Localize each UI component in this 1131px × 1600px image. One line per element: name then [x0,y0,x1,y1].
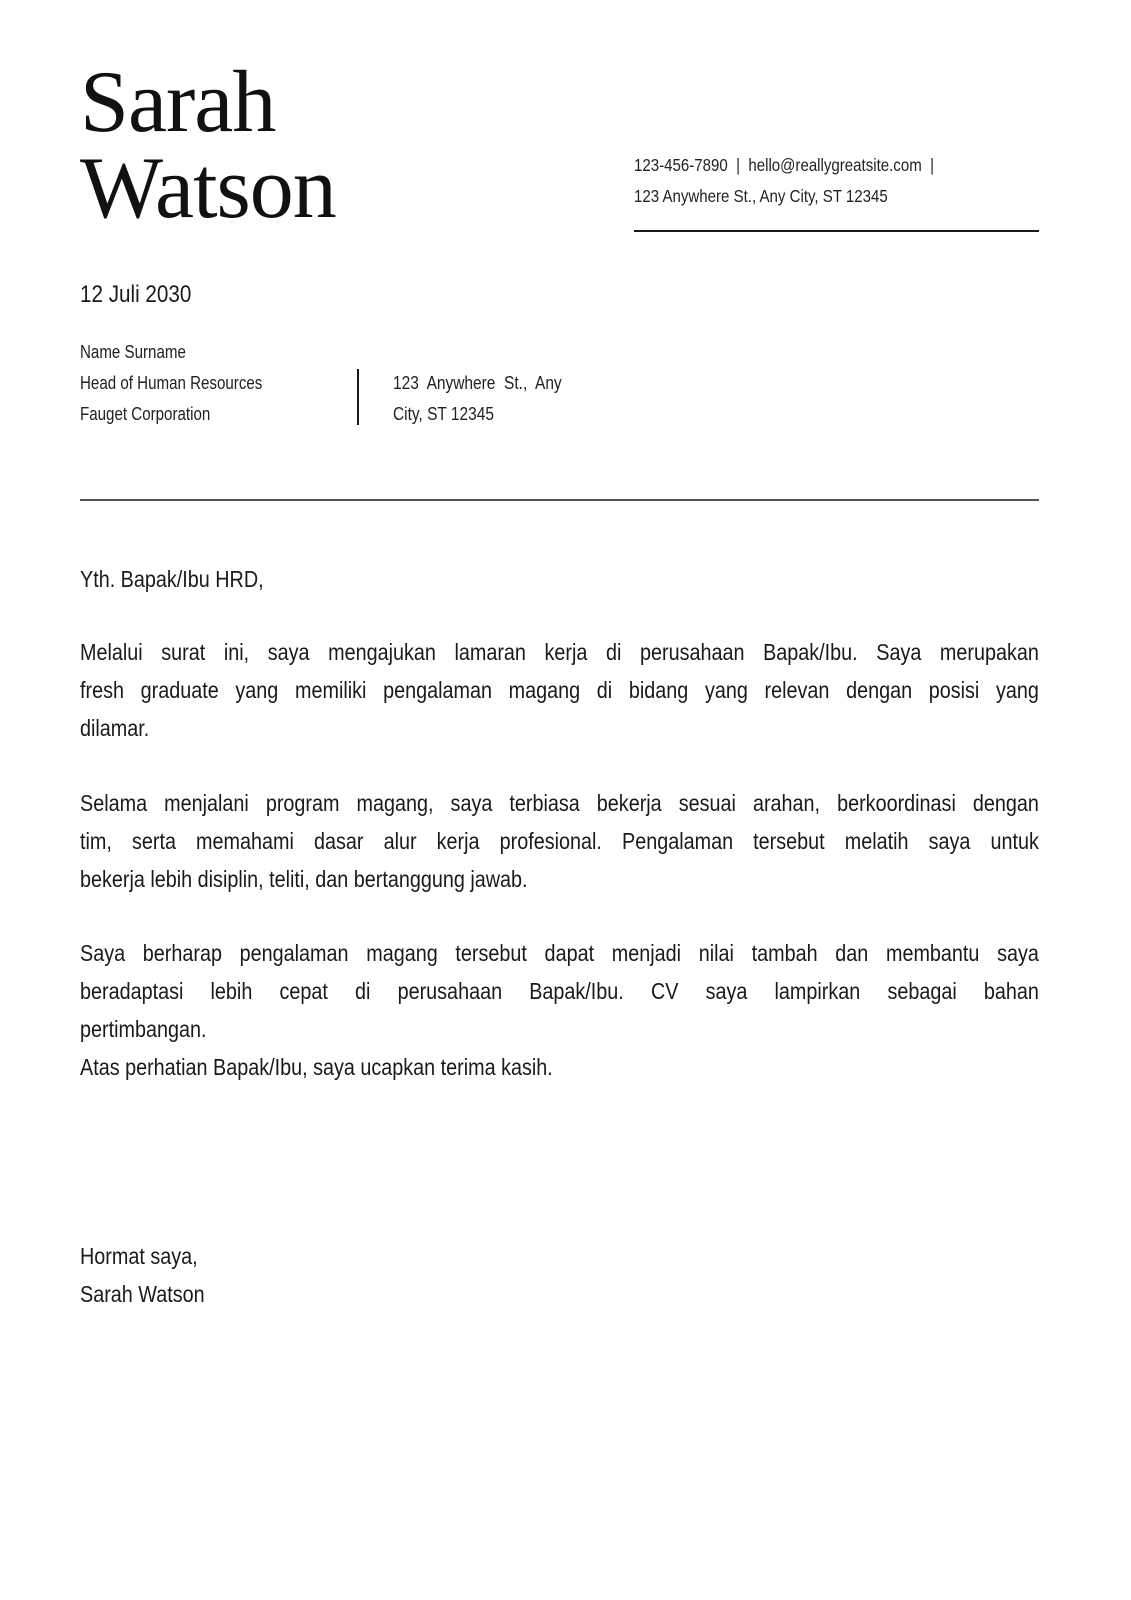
greeting [80,560,1039,598]
paragraph-1 [80,633,1039,747]
contact-info [634,150,934,212]
header-divider [80,499,1039,501]
paragraph-3 [80,934,1039,1086]
paragraph-line: tim, serta memahami dasar alur kerja profesional. Pengalaman tersebut melatih saya untuk [80,828,1039,854]
paragraph-line: Melalui surat ini, saya mengajukan lamaran kerja di perusahaan Bapak/Ibu. Saya merupakan [80,639,1039,665]
closing-block [80,1237,205,1313]
paragraph-line: beradaptasi lebih cepat di perusahaan Bapak/Ibu. CV saya lampirkan sebagai bahan [80,978,1039,1004]
contact-phone-email: 123-456-7890 | hello@reallygreatsite.com | [634,155,935,175]
sender-last-name: Watson [80,140,336,237]
greeting-text: Yth. Bapak/Ibu HRD, [80,566,264,592]
paragraph-line: Saya berharap pengalaman magang tersebut dapat menjadi nilai tambah dan membantu saya [80,940,1039,966]
sender-name [80,54,336,237]
contact-address: 123 Anywhere St., Any City, ST 12345 [634,186,888,206]
sender-first-name: Sarah [80,54,276,151]
paragraph-line: bekerja lebih disiplin, teliti, dan bertanggung jawab. [80,866,528,892]
signature-name: Sarah Watson [80,1281,205,1307]
recipient-company: Fauget Corporation [80,404,211,424]
recipient-block [80,337,262,430]
paragraph-2 [80,784,1039,898]
closing-text: Hormat saya, [80,1243,198,1269]
paragraph-line: Selama menjalani program magang, saya terbiasa bekerja sesuai arahan, berkoordinasi dengan [80,790,1039,816]
paragraph-line: fresh graduate yang memiliki pengalaman magang di bidang yang relevan dengan posisi yang [80,677,1039,703]
paragraph-line: Atas perhatian Bapak/Ibu, saya ucapkan terima kasih. [80,1054,553,1080]
recipient-title: Head of Human Resources [80,373,263,393]
recipient-address [393,368,562,430]
recipient-name: Name Surname [80,342,186,362]
paragraph-line: pertimbangan. [80,1016,207,1042]
paragraph-line: dilamar. [80,715,150,741]
contact-divider [634,230,1039,232]
recipient-vertical-divider [357,369,359,425]
recipient-address-line2: City, ST 12345 [393,404,494,424]
recipient-address-line1: 123 Anywhere St., Any [393,373,562,393]
letter-date: 12 Juli 2030 [80,281,192,308]
